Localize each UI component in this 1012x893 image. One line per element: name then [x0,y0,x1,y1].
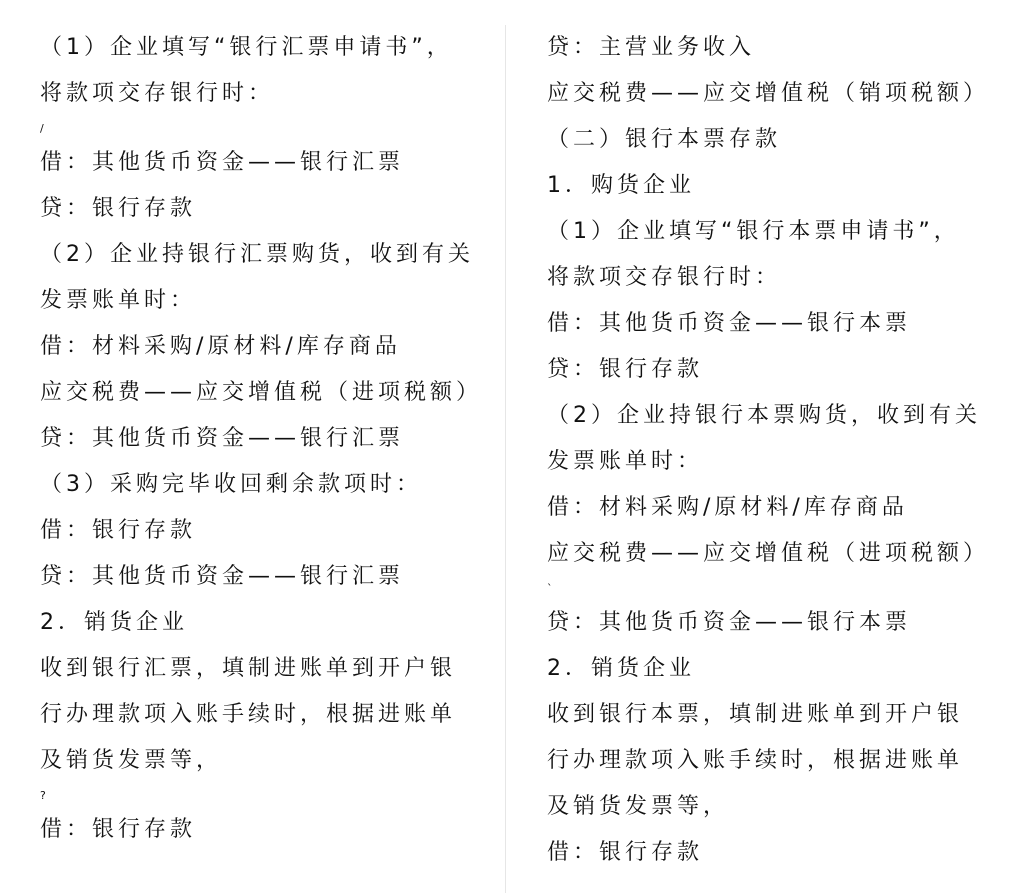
stray-mark: / [40,122,44,135]
text-line: 应交税费——应交增值税（销项税额） [547,81,990,106]
text-line: 借：银行存款 [40,817,197,842]
text-line: 贷：银行存款 [40,196,197,221]
text-line: 及销货发票等， [40,748,223,773]
text-line: （1）企业填写“银行本票申请书”， [547,219,960,244]
text-line: 将款项交存银行时： [40,81,275,106]
text-line: 贷：其他货币资金——银行本票 [547,610,912,635]
right-column [547,25,997,876]
text-line: 2．销货企业 [40,610,188,635]
text-line: （2）企业持银行汇票购货，收到有关 [40,242,474,267]
stray-mark: ` [547,582,553,595]
text-line: 借：银行存款 [547,840,704,865]
stray-mark: ? [40,789,46,802]
text-line: 贷：银行存款 [547,357,704,382]
text-line: 发票账单时： [40,288,197,313]
text-line: 行办理款项入账手续时，根据进账单 [40,702,457,727]
text-line: 行办理款项入账手续时，根据进账单 [547,748,964,773]
text-line: 2．销货企业 [547,656,695,681]
text-line: 收到银行汇票，填制进账单到开户银 [40,656,457,681]
text-line: （2）企业持银行本票购货，收到有关 [547,403,981,428]
column-divider [505,25,506,893]
text-line: 应交税费——应交增值税（进项税额） [547,541,990,566]
left-column [40,25,490,853]
text-line: 1．购货企业 [547,173,695,198]
text-line: 借：其他货币资金——银行本票 [547,311,912,336]
text-line: 应交税费——应交增值税（进项税额） [40,380,483,405]
text-line: （二）银行本票存款 [547,127,782,152]
text-line: 借：银行存款 [40,518,197,543]
text-line: 收到银行本票，填制进账单到开户银 [547,702,964,727]
text-line: 贷：其他货币资金——银行汇票 [40,564,405,589]
text-line: （3）采购完毕收回剩余款项时： [40,472,422,497]
text-line: 借：材料采购/原材料/库存商品 [40,334,401,359]
text-line: 发票账单时： [547,449,704,474]
text-line: （1）企业填写“银行汇票申请书”， [40,35,453,60]
text-line: 将款项交存银行时： [547,265,782,290]
text-line: 借：材料采购/原材料/库存商品 [547,495,908,520]
text-line: 借：其他货币资金——银行汇票 [40,150,405,175]
text-line: 及销货发票等， [547,794,730,819]
text-line: 贷：主营业务收入 [547,35,756,60]
text-line: 贷：其他货币资金——银行汇票 [40,426,405,451]
